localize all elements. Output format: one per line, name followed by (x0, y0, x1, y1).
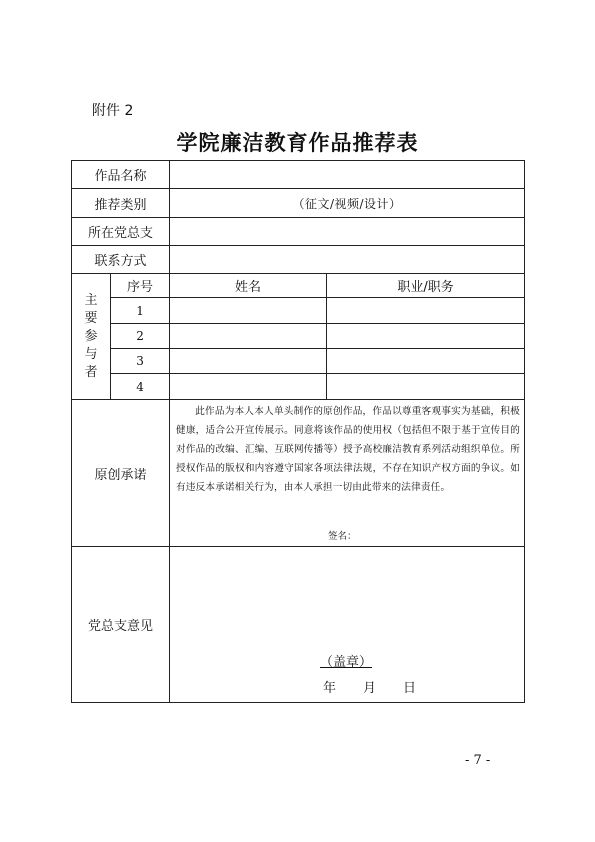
attachment-label: 附件 2 (92, 103, 134, 119)
page-number: - 7 - (465, 753, 491, 768)
opinion-label: 党总支意见 (72, 547, 170, 703)
participant-name-field[interactable] (170, 374, 327, 400)
participant-row (72, 298, 525, 324)
participant-name-field[interactable] (170, 298, 327, 324)
participant-row (72, 374, 525, 400)
category-field[interactable]: （征文/视频/设计） (170, 189, 525, 218)
branch-field[interactable] (170, 218, 525, 246)
promise-cell (170, 400, 525, 547)
contact-field[interactable] (170, 246, 525, 274)
work-name-label: 作品名称 (72, 161, 170, 189)
participant-row (72, 349, 525, 374)
month-label: 月 (363, 681, 377, 696)
promise-label: 原创承诺 (72, 400, 170, 547)
col-header-no: 序号 (111, 274, 170, 298)
recommendation-form-table (71, 160, 525, 703)
row-contact (72, 246, 525, 274)
row-branch (72, 218, 525, 246)
participant-number: 3 (111, 349, 170, 374)
participant-name-field[interactable] (170, 324, 327, 349)
row-work-name (72, 161, 525, 189)
participant-number: 4 (111, 374, 170, 400)
opinion-row (72, 547, 525, 703)
col-header-name: 姓名 (170, 274, 327, 298)
participant-title-field[interactable] (327, 374, 525, 400)
promise-row (72, 400, 525, 547)
year-label: 年 (323, 681, 337, 696)
participants-header-row (72, 274, 525, 298)
signature-label: 签名： (328, 531, 357, 542)
col-header-title: 职业/职务 (327, 274, 525, 298)
seal-label: （盖章） (320, 655, 373, 670)
participant-number: 2 (111, 324, 170, 349)
promise-text: 此作品为本人本人单头制作的原创作品，作品以尊重客观事实为基础，积极健康，适合公开宣传展示。同意将该作品的使用权（包括但不限于基于宣传目的对作品的改编、汇编、互联网传播等）授予高校廉洁教育系列活动组织单位。所授权作品的版权和内容遵守国家各项法律法规，不存在知识产权方面的争议。如有违反本承诺相关行为，由本人承担一切由此带来的法律责任。 (176, 406, 521, 493)
form-title: 学院廉洁教育作品推荐表 (176, 130, 419, 155)
participant-title-field[interactable] (327, 324, 525, 349)
participant-name-field[interactable] (170, 349, 327, 374)
participant-title-field[interactable] (327, 349, 525, 374)
day-label: 日 (403, 681, 417, 696)
participant-number: 1 (111, 298, 170, 324)
category-label: 推荐类别 (72, 189, 170, 218)
contact-label: 联系方式 (72, 246, 170, 274)
participants-label: 主 要 参 与 者 (72, 274, 111, 400)
row-category (72, 189, 525, 218)
opinion-cell[interactable] (170, 547, 525, 703)
work-name-field[interactable] (170, 161, 525, 189)
participant-row (72, 324, 525, 349)
branch-label: 所在党总支 (72, 218, 170, 246)
participant-title-field[interactable] (327, 298, 525, 324)
